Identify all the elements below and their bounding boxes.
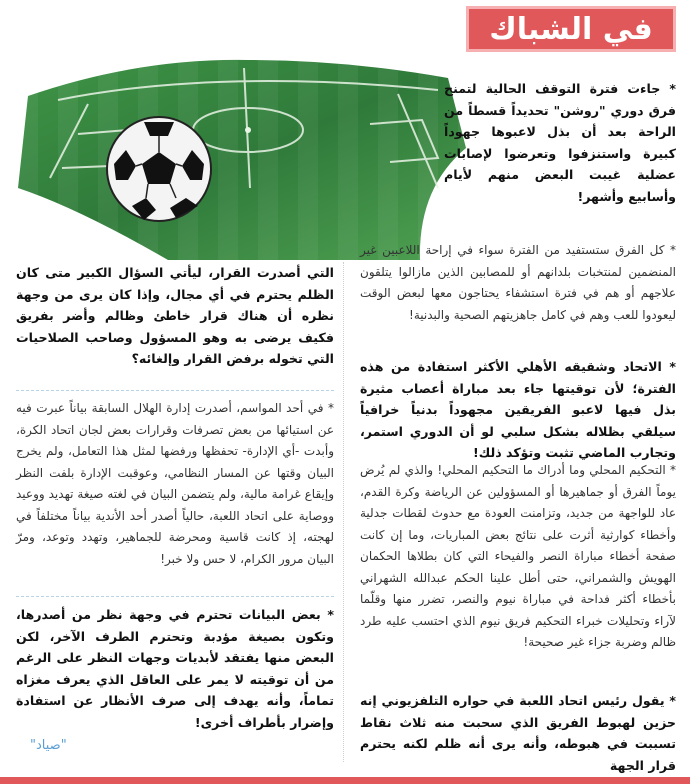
football-ball-icon bbox=[104, 114, 214, 224]
paragraph-teams-benefit: * كل الفرق ستستفيد من الفترة سواء في إراحة اللاعبين غير المنضمين لمنتخبات بلدانهم أو للمصابين الذين مازالوا يتلقون علاجهم أو هم في فترة استشفاء يحتاجون معها لبعض الوقت ليعودوا للعب وهم في كامل جاهزيتهم الصحية والبدنية! bbox=[360, 243, 676, 322]
paragraph-divider bbox=[16, 390, 334, 392]
section-title: في الشباك bbox=[489, 11, 653, 47]
paragraph-break-period: * جاءت فترة التوقف الحالية لتمنح فرق دوري "روشن" تحديداً قسطاً من الراحة بعد أن بذل لاعبوها جهوداً كبيرة واستنزفوا وتعرضوا لإصابات عضلية غيبت البعض منهم لأيام وأسابيع وأشهر! bbox=[444, 81, 676, 204]
section-title-banner bbox=[466, 6, 676, 52]
column-separator bbox=[343, 262, 345, 762]
paragraph-divider bbox=[16, 596, 334, 598]
paragraph-hilal-statement: * في أحد المواسم، أصدرت إدارة الهلال السابقة بياناً عبرت فيه عن استيائها من بعض تصرفات وقرارات بعض لجان اتحاد الكرة، وأبدت -أي الإدارة- تحفظها ورفضها لمثل هذا التعامل، ولم يخرج البيان وقتها عن المسار النظامي، وعوقبت الإدارة بلفت النظر وإيقاع غرامة مالية، ولم يتضمن البيان في لغته صيغة تهديد ووعيد ووصاية على اتحاد اللعبة، حالياً أصدر أحد الأندية بياناً مختلفاً في لهجته، إذ كانت قاسية ومحرضة للجماهير، وتهدد وتوعد، ومرّ البيان مرور الكرام، لا حس ولا خبر! bbox=[16, 401, 334, 566]
paragraph-statements: * بعض البيانات تحترم في وجهة نظر من أصدرها، وتكون بصيغة مؤدبة وتحترم الطرف الآخر، لكن البعض منها يفتقد لأبديات وجهات النظر على الرغم من أن توقيته لا يمر على العاقل الذي يعرف مغزاه تماماً، وأنه يهدف إلى صرف الأنظار عن استفادة وإضرار بأطراف أخرى! bbox=[16, 607, 334, 730]
bottom-accent-rule bbox=[0, 777, 690, 784]
football-pitch-illustration bbox=[18, 38, 468, 260]
paragraph-federation-president: * يقول رئيس اتحاد اللعبة في حواره التلفزيوني إنه حزين لهبوط الفريق الذي سحبت منه ثلاث نقاط تسببت في هبوطه، وأنه يرى أنه ظلم لكنه يحترم قرار الجهة bbox=[360, 693, 676, 773]
paragraph-ittihad-ahli: * الاتحاد وشقيقه الأهلي الأكثر استفادة من هذه الفترة؛ لأن توقيتها جاء بعد مباراة أعصاب مثيرة بذل فيها لاعبو الفريقين مجهوداً بدنياً خرافياً سيلقي بظلاله بشكل سلبي لو أن الدوري استمر، وتجارب الماضي تثبت وتؤكد ذلك! bbox=[360, 359, 676, 460]
paragraph-decision-question: التي أصدرت القرار، ليأتي السؤال الكبير متى كان الظلم يحترم في أي مجال، وإذا كان يرى من وجهة نظره أن هناك قرار خاطئ وظالم وأضر بفريق فكيف يرضى به وهو المسؤول وصاحب الصلاحيات التي تخوله برفض القرار وإلغائه؟ bbox=[16, 265, 334, 366]
author-signature: "صياد" bbox=[30, 738, 67, 753]
paragraph-local-refereeing: * التحكيم المحلي وما أدراك ما التحكيم المحلي! والذي لم يُرض يوماً الفرق أو جماهيرها أو المسؤولين عن الرياضة وكرة القدم، عاد للواجهة من جديد، وتزامنت العودة مع حدوث لقطات جدلية وأخطاء كوارثية أثرت على نتائج بعض المباريات، وما إن كانت صفحة أخطاء مباراة النصر والفيحاء التي كان بطلاها الحكمان الهويش والشمراني، حتى أطل علينا الحكم عبدالله الشهراني بأخطاء أكثر فداحة في مباراة نيوم والنصر، تضرر منها وقلّما لآراء وتحليلات خبراء التحكيم فريق نيوم الذي احتسب عليه طرد ظالم وضربة جزاء غير صحيحة! bbox=[360, 463, 676, 649]
